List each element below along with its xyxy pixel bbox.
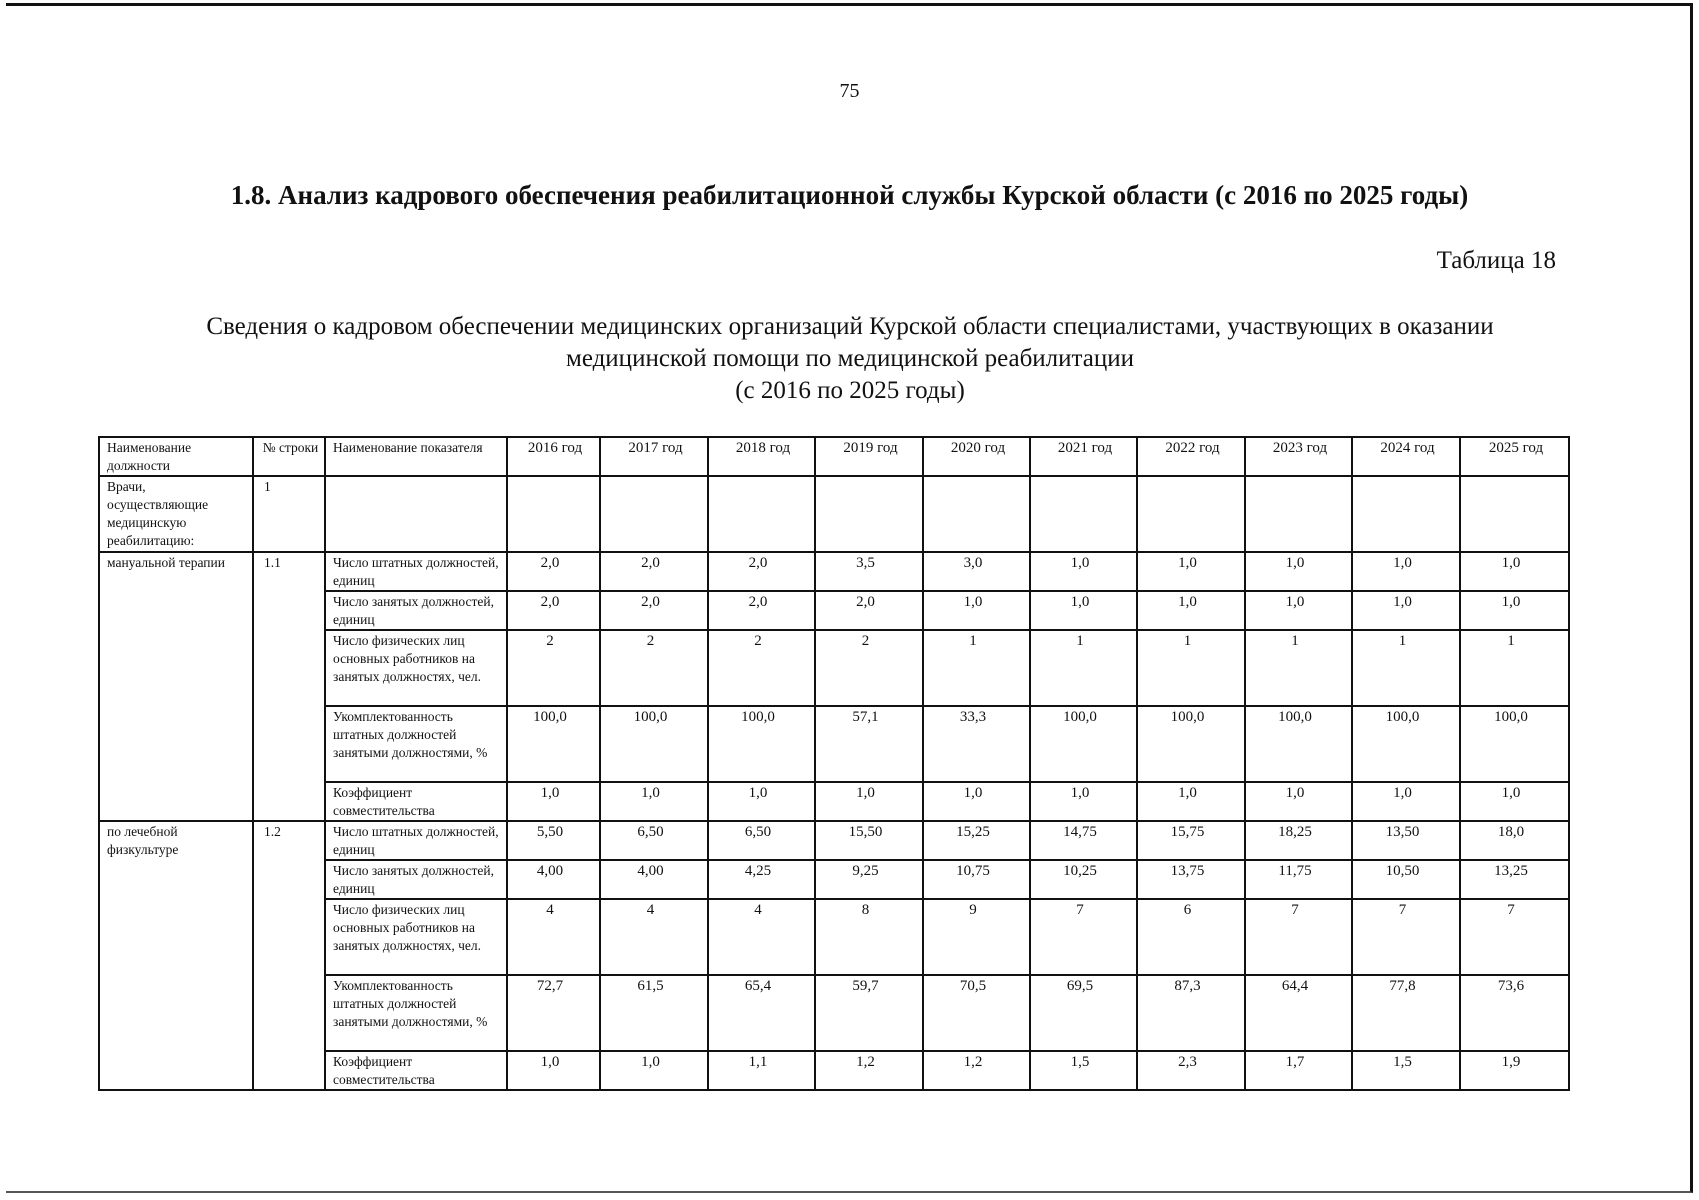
value-cell: 1,0 (1030, 591, 1137, 630)
value-cell: 18,25 (1245, 821, 1352, 860)
empty-cell (507, 476, 600, 552)
empty-cell (923, 476, 1030, 552)
value-cell: 1 (1137, 630, 1245, 706)
value-cell: 100,0 (1352, 706, 1460, 782)
value-cell: 1,0 (1352, 552, 1460, 591)
value-cell: 1,0 (815, 782, 923, 821)
table-label: Таблица 18 (1436, 247, 1556, 274)
value-cell: 77,8 (1352, 975, 1460, 1051)
caption-line-3: (с 2016 по 2025 годы) (735, 377, 965, 404)
empty-cell (1352, 476, 1460, 552)
value-cell: 1,0 (923, 782, 1030, 821)
row-number: 1.2 (253, 821, 325, 1090)
page-number: 75 (839, 80, 860, 102)
section-title: 1.8. Анализ кадрового обеспечения реабилитационной службы Курской области (с 2016 по 2025 годы) (230, 180, 1469, 210)
value-cell: 100,0 (1137, 706, 1245, 782)
value-cell: 2,0 (708, 591, 815, 630)
value-cell: 1,7 (1245, 1051, 1352, 1090)
value-cell: 2,0 (815, 591, 923, 630)
value-cell: 8 (815, 899, 923, 975)
value-cell: 4,00 (507, 860, 600, 899)
header-year: 2019 год (815, 437, 923, 476)
value-cell: 1,0 (600, 782, 708, 821)
indicator-name: Коэффициент совместительства (325, 782, 507, 821)
value-cell: 1,0 (507, 1051, 600, 1090)
header-year: 2017 год (600, 437, 708, 476)
caption-line-1: Сведения о кадровом обеспечении медицинских организаций Курской области специалистами, участвующих в оказании (206, 313, 1494, 340)
value-cell: 11,75 (1245, 860, 1352, 899)
value-cell: 1,0 (1137, 591, 1245, 630)
value-cell: 2,3 (1137, 1051, 1245, 1090)
value-cell: 1 (1352, 630, 1460, 706)
empty-cell (600, 476, 708, 552)
value-cell: 10,75 (923, 860, 1030, 899)
caption-line-2: медицинской помощи по медицинской реабилитации (566, 345, 1134, 372)
value-cell: 10,25 (1030, 860, 1137, 899)
value-cell: 2 (815, 630, 923, 706)
value-cell: 13,25 (1460, 860, 1569, 899)
row-number: 1.1 (253, 552, 325, 821)
value-cell: 15,25 (923, 821, 1030, 860)
value-cell: 1 (1460, 630, 1569, 706)
header-year: 2022 год (1137, 437, 1245, 476)
value-cell: 2 (600, 630, 708, 706)
header-year: 2024 год (1352, 437, 1460, 476)
value-cell: 1 (1030, 630, 1137, 706)
value-cell: 1,0 (1245, 552, 1352, 591)
value-cell: 2 (708, 630, 815, 706)
value-cell: 1,0 (1460, 552, 1569, 591)
value-cell: 9 (923, 899, 1030, 975)
group-header-indicator-empty (325, 476, 507, 552)
value-cell: 7 (1030, 899, 1137, 975)
header-position: Наименование должности (99, 437, 253, 476)
value-cell: 13,75 (1137, 860, 1245, 899)
position-name: по лечебной физкультуре (99, 821, 253, 1090)
empty-cell (1030, 476, 1137, 552)
table-row (99, 552, 1569, 591)
value-cell: 70,5 (923, 975, 1030, 1051)
value-cell: 1,0 (1460, 782, 1569, 821)
value-cell: 1 (1245, 630, 1352, 706)
value-cell: 2,0 (507, 552, 600, 591)
value-cell: 18,0 (1460, 821, 1569, 860)
value-cell: 3,5 (815, 552, 923, 591)
value-cell: 1,2 (815, 1051, 923, 1090)
value-cell: 7 (1352, 899, 1460, 975)
value-cell: 9,25 (815, 860, 923, 899)
value-cell: 87,3 (1137, 975, 1245, 1051)
value-cell: 100,0 (708, 706, 815, 782)
value-cell: 2,0 (507, 591, 600, 630)
value-cell: 100,0 (1030, 706, 1137, 782)
indicator-name: Число занятых должностей, единиц (325, 591, 507, 630)
table-header-row (99, 437, 1569, 476)
indicator-name: Число штатных должностей, единиц (325, 552, 507, 591)
value-cell: 1,0 (507, 782, 600, 821)
indicator-name: Число штатных должностей, единиц (325, 821, 507, 860)
value-cell: 6 (1137, 899, 1245, 975)
empty-cell (708, 476, 815, 552)
empty-cell (815, 476, 923, 552)
position-name: мануальной терапии (99, 552, 253, 821)
value-cell: 100,0 (1460, 706, 1569, 782)
value-cell: 65,4 (708, 975, 815, 1051)
staffing-table (98, 436, 1570, 1091)
header-year: 2016 год (507, 437, 600, 476)
value-cell: 1,0 (1245, 591, 1352, 630)
value-cell: 73,6 (1460, 975, 1569, 1051)
value-cell: 33,3 (923, 706, 1030, 782)
value-cell: 1,0 (923, 591, 1030, 630)
empty-cell (1137, 476, 1245, 552)
value-cell: 1,5 (1352, 1051, 1460, 1090)
indicator-name: Число занятых должностей, единиц (325, 860, 507, 899)
indicator-name: Коэффициент совместительства (325, 1051, 507, 1090)
value-cell: 4 (600, 899, 708, 975)
table-caption (100, 311, 1600, 407)
value-cell: 1,1 (708, 1051, 815, 1090)
value-cell: 6,50 (708, 821, 815, 860)
value-cell: 1,0 (1137, 782, 1245, 821)
value-cell: 14,75 (1030, 821, 1137, 860)
value-cell: 4,00 (600, 860, 708, 899)
value-cell: 1,0 (708, 782, 815, 821)
value-cell: 57,1 (815, 706, 923, 782)
header-year: 2021 год (1030, 437, 1137, 476)
value-cell: 15,75 (1137, 821, 1245, 860)
header-year: 2023 год (1245, 437, 1352, 476)
value-cell: 1,2 (923, 1051, 1030, 1090)
indicator-name: Число физических лиц основных работников на занятых должностях, чел. (325, 899, 507, 975)
table-row (99, 821, 1569, 860)
value-cell: 4 (507, 899, 600, 975)
value-cell: 1,0 (1030, 552, 1137, 591)
value-cell: 1,9 (1460, 1051, 1569, 1090)
value-cell: 1,0 (1352, 591, 1460, 630)
value-cell: 3,0 (923, 552, 1030, 591)
header-indicator: Наименование показателя (325, 437, 507, 476)
group-header-row (99, 476, 1569, 552)
value-cell: 1,0 (1137, 552, 1245, 591)
value-cell: 2 (507, 630, 600, 706)
group-header-row-number: 1 (253, 476, 325, 552)
value-cell: 1,5 (1030, 1051, 1137, 1090)
value-cell: 4 (708, 899, 815, 975)
value-cell: 2,0 (600, 591, 708, 630)
value-cell: 72,7 (507, 975, 600, 1051)
empty-cell (1245, 476, 1352, 552)
header-row-number: № строки (253, 437, 325, 476)
value-cell: 1,0 (1030, 782, 1137, 821)
value-cell: 7 (1460, 899, 1569, 975)
indicator-name: Число физических лиц основных работников на занятых должностях, чел. (325, 630, 507, 706)
empty-cell (1460, 476, 1569, 552)
value-cell: 64,4 (1245, 975, 1352, 1051)
header-year: 2025 год (1460, 437, 1569, 476)
value-cell: 1,0 (1352, 782, 1460, 821)
indicator-name: Укомплектованность штатных должностей занятыми должностями, % (325, 706, 507, 782)
value-cell: 7 (1245, 899, 1352, 975)
value-cell: 1,0 (1245, 782, 1352, 821)
indicator-name: Укомплектованность штатных должностей занятыми должностями, % (325, 975, 507, 1051)
value-cell: 100,0 (600, 706, 708, 782)
value-cell: 5,50 (507, 821, 600, 860)
value-cell: 59,7 (815, 975, 923, 1051)
header-year: 2018 год (708, 437, 815, 476)
value-cell: 6,50 (600, 821, 708, 860)
value-cell: 100,0 (1245, 706, 1352, 782)
value-cell: 1 (923, 630, 1030, 706)
value-cell: 69,5 (1030, 975, 1137, 1051)
value-cell: 1,0 (600, 1051, 708, 1090)
value-cell: 13,50 (1352, 821, 1460, 860)
value-cell: 1,0 (1460, 591, 1569, 630)
value-cell: 4,25 (708, 860, 815, 899)
value-cell: 100,0 (507, 706, 600, 782)
value-cell: 61,5 (600, 975, 708, 1051)
value-cell: 10,50 (1352, 860, 1460, 899)
header-year: 2020 год (923, 437, 1030, 476)
group-header-position: Врачи, осуществляющие медицинскую реабилитацию: (99, 476, 253, 552)
value-cell: 2,0 (708, 552, 815, 591)
value-cell: 15,50 (815, 821, 923, 860)
value-cell: 2,0 (600, 552, 708, 591)
